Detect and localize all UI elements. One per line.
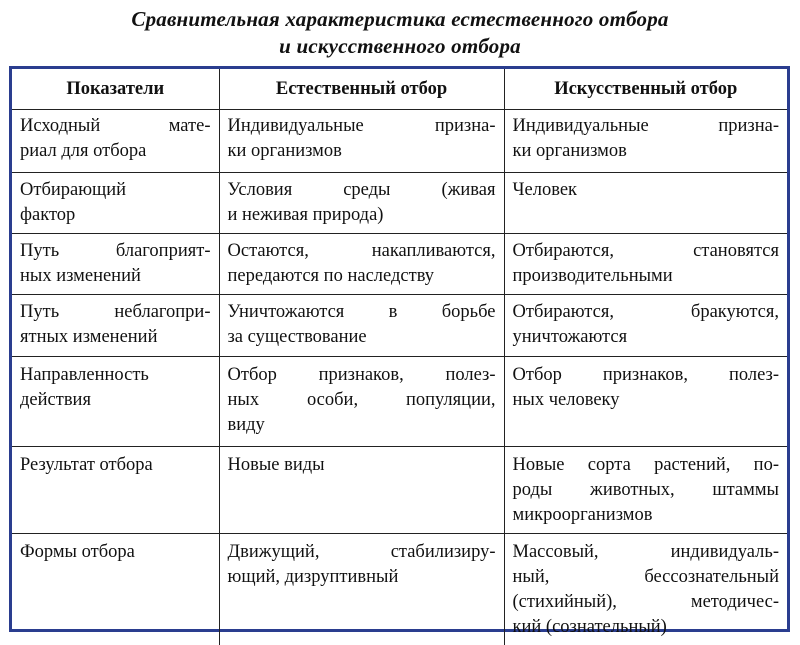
cell-line: действия xyxy=(20,388,211,413)
cell-line: Путь благоприят- xyxy=(20,239,211,264)
cell-line: ющий, дизруптивный xyxy=(228,565,496,590)
cell-line: производительными xyxy=(513,264,780,289)
cell-line: Условия среды (живая xyxy=(228,178,496,203)
cell-line: Новые виды xyxy=(228,453,496,478)
cell-line: Отбираются, бракуются, xyxy=(513,300,780,325)
indicator-cell xyxy=(12,447,219,534)
cell-line: Уничтожаются в борьбе xyxy=(228,300,496,325)
artificial-cell xyxy=(504,447,787,534)
natural-cell xyxy=(219,234,504,295)
natural-cell xyxy=(219,110,504,173)
cell-line: Отбор признаков, полез- xyxy=(513,363,780,388)
cell-line: роды животных, штаммы xyxy=(513,478,780,503)
indicator-cell xyxy=(12,110,219,173)
cell-line: и неживая природа) xyxy=(228,203,496,228)
cell-line: ки организмов xyxy=(228,139,496,164)
table-row xyxy=(12,357,787,447)
artificial-cell xyxy=(504,534,787,645)
cell-line: Остаются, накапливаются, xyxy=(228,239,496,264)
comparison-table-frame xyxy=(9,66,790,632)
indicator-cell xyxy=(12,357,219,447)
artificial-cell xyxy=(504,295,787,357)
table-row xyxy=(12,295,787,357)
indicator-cell xyxy=(12,234,219,295)
cell-line: Массовый, индивидуаль- xyxy=(513,540,780,565)
table-header-row xyxy=(12,69,787,110)
title-line-1: Сравнительная характеристика естественного отбора xyxy=(0,6,800,33)
title-line-2: и искусственного отбора xyxy=(0,33,800,60)
cell-line: виду xyxy=(228,413,496,438)
cell-line: Отбор признаков, полез- xyxy=(228,363,496,388)
cell-line: ятных изменений xyxy=(20,325,211,350)
cell-line: (стихийный), методичес- xyxy=(513,590,780,615)
cell-line: за существование xyxy=(228,325,496,350)
cell-line: Формы отбора xyxy=(20,540,211,565)
table-row xyxy=(12,447,787,534)
cell-line: Индивидуальные призна- xyxy=(228,114,496,139)
cell-line: риал для отбора xyxy=(20,139,211,164)
header-artificial-selection: Искусственный отбор xyxy=(504,69,787,110)
artificial-cell xyxy=(504,234,787,295)
indicator-cell xyxy=(12,295,219,357)
header-natural-selection: Естественный отбор xyxy=(219,69,504,110)
table-row xyxy=(12,234,787,295)
cell-line: фактор xyxy=(20,203,211,228)
natural-cell xyxy=(219,357,504,447)
natural-cell xyxy=(219,534,504,645)
cell-line: Движущий, стабилизиру- xyxy=(228,540,496,565)
table-row xyxy=(12,110,787,173)
indicator-cell xyxy=(12,173,219,234)
table-row xyxy=(12,534,787,645)
cell-line: Индивидуальные призна- xyxy=(513,114,780,139)
cell-line: ных изменений xyxy=(20,264,211,289)
comparison-table xyxy=(12,69,787,645)
artificial-cell xyxy=(504,173,787,234)
cell-line: Отбираются, становятся xyxy=(513,239,780,264)
cell-line: Результат отбора xyxy=(20,453,211,478)
cell-line: Новые сорта растений, по- xyxy=(513,453,780,478)
natural-cell xyxy=(219,447,504,534)
indicator-cell xyxy=(12,534,219,645)
cell-line: ных особи, популяции, xyxy=(228,388,496,413)
cell-line: ных человеку xyxy=(513,388,780,413)
cell-line: ки организмов xyxy=(513,139,780,164)
artificial-cell xyxy=(504,110,787,173)
header-indicators: Показатели xyxy=(12,69,219,110)
cell-line: Направленность xyxy=(20,363,211,388)
cell-line: кий (сознательный) xyxy=(513,615,780,640)
cell-line: Отбирающий xyxy=(20,178,211,203)
cell-line: Путь неблагопри- xyxy=(20,300,211,325)
natural-cell xyxy=(219,295,504,357)
cell-line: Человек xyxy=(513,178,780,203)
cell-line: передаются по наследству xyxy=(228,264,496,289)
cell-line: Исходный мате- xyxy=(20,114,211,139)
table-row xyxy=(12,173,787,234)
page-title xyxy=(0,6,800,60)
cell-line: уничтожаются xyxy=(513,325,780,350)
natural-cell xyxy=(219,173,504,234)
artificial-cell xyxy=(504,357,787,447)
cell-line: микроорганизмов xyxy=(513,503,780,528)
cell-line: ный, бессознательный xyxy=(513,565,780,590)
